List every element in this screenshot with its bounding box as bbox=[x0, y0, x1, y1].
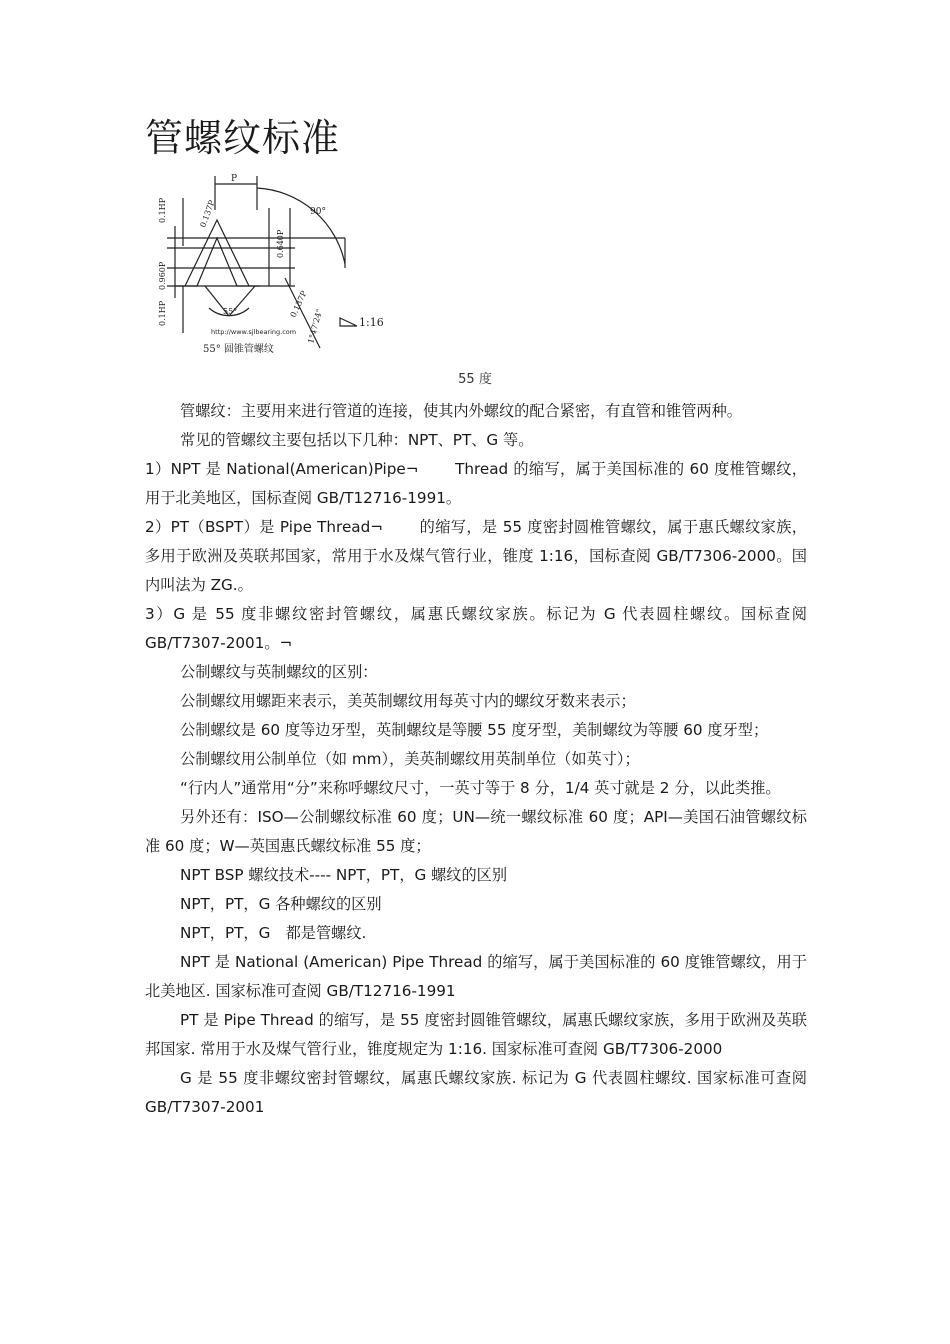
label-top-angle: 90° bbox=[310, 207, 326, 217]
label-taper: 1:16 bbox=[359, 316, 384, 329]
paragraph: 3）G 是 55 度非螺纹密封管螺纹，属惠氏螺纹家族。标记为 G 代表圆柱螺纹。国标查阅 GB/T7307-2001。¬ bbox=[145, 605, 807, 652]
thread-drawing-lines bbox=[167, 176, 357, 348]
figure-watermark-url: http://www.sjlbearing.com bbox=[211, 328, 297, 336]
paragraph: NPT，PT，G 都是管螺纹. bbox=[180, 924, 367, 942]
paragraph: NPT BSP 螺纹技术---- NPT，PT，G 螺纹的区别 bbox=[180, 866, 508, 884]
thread-profile-figure bbox=[145, 168, 390, 364]
label-1-47-24: 1°47'24" bbox=[306, 308, 325, 345]
page-title: 管螺纹标准 bbox=[145, 116, 341, 160]
paragraph: 1）NPT 是 National(American)Pipe¬ Thread 的缩写，属于美国标准的 60 度椎管螺纹，用于北美地区，国标查阅 GB/T12716-1991。 bbox=[145, 460, 807, 507]
paragraph: 公制螺纹用公制单位（如 mm），美英制螺纹用英制单位（如英寸）； bbox=[180, 750, 640, 768]
paragraph: 2）PT（BSPT）是 Pipe Thread¬ 的缩写，是 55 度密封圆椎管螺纹，属于惠氏螺纹家族，多用于欧洲及英联邦国家，常用于水及煤气管行业，锥度 1:16，国标查阅 GB/T7306-2000。国内叫法为 ZG.。 bbox=[145, 518, 807, 594]
paragraph: 公制螺纹与英制螺纹的区别： bbox=[180, 663, 378, 681]
label-0960p: 0.960P bbox=[158, 261, 167, 290]
label-01hp-top: 0.1HP bbox=[158, 197, 167, 223]
label-01hp-bottom: 0.1HP bbox=[158, 300, 167, 326]
paragraph: “行内人”通常用“分”来称呼螺纹尺寸，一英寸等于 8 分，1/4 英寸就是 2 分，以此类推。 bbox=[180, 779, 781, 797]
paragraph: 管螺纹：主要用来进行管道的连接，使其内外螺纹的配合紧密，有直管和锥管两种。 bbox=[180, 402, 742, 420]
label-0640p: 0.640P bbox=[276, 229, 285, 258]
paragraph: G 是 55 度非螺纹密封管螺纹，属惠氏螺纹家族. 标记为 G 代表圆柱螺纹. 国家标准可查阅 GB/T7307-2001 bbox=[145, 1069, 807, 1116]
label-angle-55: 55° bbox=[223, 307, 238, 316]
paragraph: 另外还有：ISO—公制螺纹标准 60 度；UN—统一螺纹标准 60 度；API—美国石油管螺纹标准 60 度；W—英国惠氏螺纹标准 55 度； bbox=[145, 808, 807, 855]
figure-title: 55° 圆锥管螺纹 bbox=[203, 344, 274, 355]
paragraph: NPT 是 National (American) Pipe Thread 的缩写，属于美国标准的 60 度锥管螺纹，用于北美地区. 国家标准可查阅 GB/T12716-1991 bbox=[145, 953, 807, 1000]
paragraph: 公制螺纹用螺距来表示，美英制螺纹用每英寸内的螺纹牙数来表示； bbox=[180, 692, 636, 710]
paragraph: NPT，PT，G 各种螺纹的区别 bbox=[180, 895, 382, 913]
label-0137p-bottom: 0.137P bbox=[288, 289, 309, 319]
paragraph: 公制螺纹是 60 度等边牙型，英制螺纹是等腰 55 度牙型，美制螺纹为等腰 60 度牙型； bbox=[180, 721, 769, 739]
paragraph: PT 是 Pipe Thread 的缩写，是 55 度密封圆锥管螺纹，属惠氏螺纹家族，多用于欧洲及英联邦国家. 常用于水及煤气管行业，锥度规定为 1:16. 国家标准可查阅 GB/T7306-2000 bbox=[145, 1011, 807, 1058]
paragraph: 常见的管螺纹主要包括以下几种：NPT、PT、G 等。 bbox=[180, 431, 534, 449]
figure-caption: 55 度 bbox=[458, 372, 492, 387]
label-p: P bbox=[231, 174, 238, 184]
document-body bbox=[145, 397, 807, 1122]
label-0137p-top: 0.137P bbox=[198, 199, 217, 229]
